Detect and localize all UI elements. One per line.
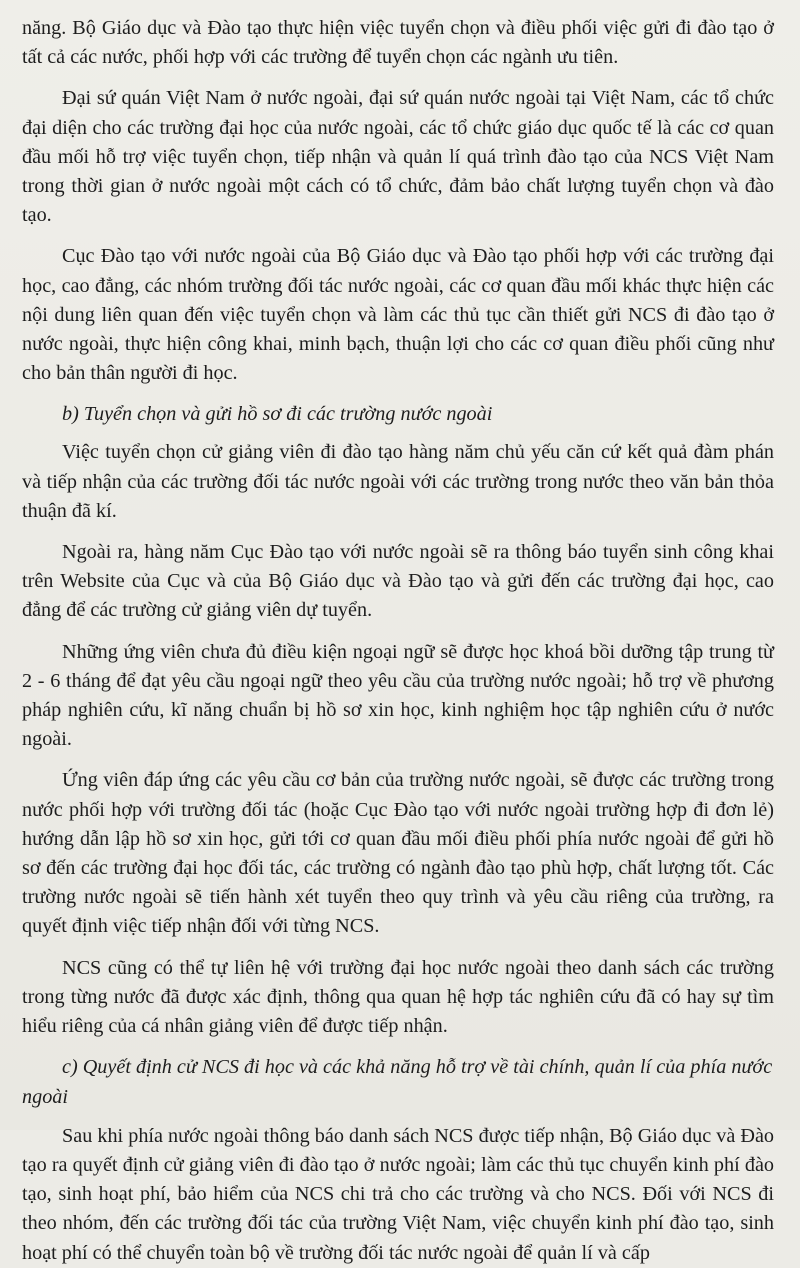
section-heading-c: c) Quyết định cử NCS đi học và các khả năng hỗ trợ về tài chính, quản lí của phía nước ngoài: [22, 1056, 773, 1108]
paragraph-2: Đại sứ quán Việt Nam ở nước ngoài, đại sứ quán nước ngoài tại Việt Nam, các tổ chức đại diện cho các trường đại học của nước ngoài, các tổ chức giáo dục quốc tế là các cơ quan đầu mối hỗ trợ việc tuyển chọn, tiếp nhận và quản lí quá trình đào tạo của NCS Việt Nam trong thời gian ở nước ngoài một cách có tổ chức, đảm bảo chất lượng tuyển chọn và đào tạo.: [22, 87, 774, 227]
paragraph-8: NCS cũng có thể tự liên hệ với trường đại học nước ngoài theo danh sách các trường trong từng nước đã được xác định, thông qua quan hệ hợp tác nghiên cứu đã có hay sự tìm hiểu riêng của cá nhân giảng viên để được tiếp nhận.: [22, 956, 774, 1038]
paragraph-1: năng. Bộ Giáo dục và Đào tạo thực hiện việc tuyển chọn và điều phối việc gửi đi đào tạo ở tất cả các nước, phối hợp với các trường để tuyển chọn các ngành ưu tiên.: [22, 17, 774, 69]
paragraph-9: Sau khi phía nước ngoài thông báo danh sách NCS được tiếp nhận, Bộ Giáo dục và Đào tạo ra quyết định cử giảng viên đi đào tạo ở nước ngoài; làm các thủ tục chuyển kinh phí đào tạo, sinh hoạt phí, bảo hiểm của NCS chi trả cho các trường và cho NCS. Đối với NCS đi theo nhóm, đến các trường đối tác của trường Việt Nam, việc chuyển kinh phí đào tạo, sinh hoạt phí có thể chuyển toàn bộ về trường đối tác nước ngoài để quản lí và cấp: [22, 1124, 774, 1264]
paragraph-5: Ngoài ra, hàng năm Cục Đào tạo với nước ngoài sẽ ra thông báo tuyển sinh công khai trên Website của Cục và của Bộ Giáo dục và Đào tạo và gửi đến các trường đại học, cao đẳng để các trường cử giảng viên dự tuyển.: [22, 541, 774, 622]
paragraph-6: Những ứng viên chưa đủ điều kiện ngoại ngữ sẽ được học khoá bồi dưỡng tập trung từ 2 - 6 tháng để đạt yêu cầu ngoại ngữ theo yêu cầu của trường nước ngoài; hỗ trợ về phương pháp nghiên cứu, kĩ năng chuẩn bị hồ sơ xin học, kinh nghiệm học tập nghiên cứu ở nước ngoài.: [22, 640, 774, 751]
section-heading-b: b) Tuyển chọn và gửi hồ sơ đi các trường nước ngoài: [62, 403, 493, 426]
paragraph-7: Ứng viên đáp ứng các yêu cầu cơ bản của trường nước ngoài, sẽ được các trường trong nước phối hợp với trường đối tác (hoặc Cục Đào tạo với nước ngoài trường hợp đi đơn lẻ) hướng dẫn lập hồ sơ xin học, gửi tới cơ quan đầu mối điều phối phía nước ngoài để gửi hồ sơ đến các trường đại học đối tác, các trường có ngành đào tạo phù hợp, chất lượng tốt. Các trường nước ngoài sẽ tiến hành xét tuyển theo quy trình và yêu cầu riêng của trường, ra quyết định việc tiếp nhận đối với từng NCS.: [22, 769, 774, 938]
paragraph-3: Cục Đào tạo với nước ngoài của Bộ Giáo dục và Đào tạo phối hợp với các trường đại học, cao đẳng, các nhóm trường đối tác nước ngoài, các cơ quan đầu mối khác thực hiện các nội dung liên quan đến việc tuyển chọn và làm các thủ tục cần thiết gửi NCS đi đào tạo ở nước ngoài, thực hiện công khai, minh bạch, thuận lợi cho các cơ quan điều phối cũng như cho bản thân người đi học.: [22, 245, 774, 385]
paragraph-4: Việc tuyển chọn cử giảng viên đi đào tạo hàng năm chủ yếu căn cứ kết quả đàm phán và tiếp nhận của các trường đối tác nước ngoài với các trường trong nước theo văn bản thỏa thuận đã kí.: [22, 441, 774, 522]
